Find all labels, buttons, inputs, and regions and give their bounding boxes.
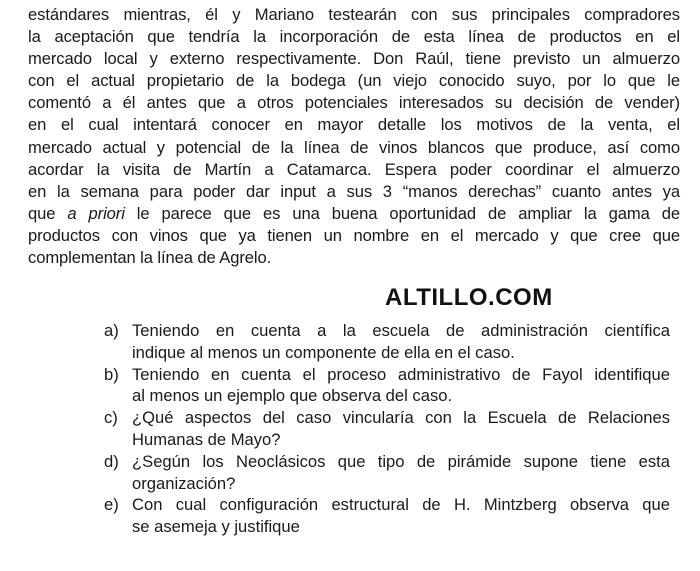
question-text (132, 451, 670, 495)
question-marker: d) (104, 451, 119, 471)
question-text (132, 364, 670, 408)
paragraph-line: estándares mientras, él y Mariano testearán con sus principales compradores (28, 5, 680, 24)
question-item (104, 320, 670, 364)
question-text (132, 494, 670, 538)
paragraph-line: la aceptación que tendría la incorporación de esta línea de productos en el (28, 27, 680, 47)
question-item (104, 451, 670, 495)
question-line: Teniendo en cuenta a la escuela de administración científica (132, 321, 670, 340)
question-item (104, 364, 670, 408)
paragraph-line: complementan la línea de Agrelo. (28, 248, 272, 268)
question-marker: b) (104, 364, 119, 384)
paragraph-line: en el cual intentará conocer en mayor detalle los motivos de la venta, el (28, 115, 680, 135)
question-line: Teniendo en cuenta el proceso administrativo de Fayol identifique (132, 364, 670, 384)
paragraph-text: que (28, 203, 68, 223)
paragraph-line: mercado local y externo respectivamente. Don Raúl, tiene previsto un almuerzo (28, 49, 680, 69)
paragraph-line: productos con vinos que ya tienen un nombre en el mercado y que cree que (28, 225, 680, 245)
question-marker: e) (104, 495, 119, 515)
question-line: Humanas de Mayo? (132, 429, 281, 449)
question-marker: a) (104, 321, 119, 340)
paragraph-line (28, 203, 680, 225)
paragraph-line: en la semana para poder dar input a sus 3 “manos derechas” cuanto antes ya (28, 181, 680, 201)
question-line: al menos un ejemplo que observa del caso. (132, 386, 453, 406)
paragraph-text: le parece que es una buena oportunidad de ampliar la gama de (124, 203, 680, 223)
case-paragraph (28, 4, 680, 269)
paragraph-line: mercado actual y potencial de la línea de vinos blancos que produce, así como (28, 137, 680, 157)
paragraph-line: comentó a él antes que a otros potenciales interesados su decisión de vender) (28, 93, 680, 113)
question-line: ¿Según los Neoclásicos que tipo de pirámide supone tiene esta (132, 451, 670, 471)
question-text (132, 320, 670, 364)
watermark: ALTILLO.COM (385, 284, 553, 311)
question-line: indique al menos un componente de ella en el caso. (132, 342, 515, 362)
question-line: Con cual configuración estructural de H. Mintzberg observa que (132, 495, 670, 515)
paragraph-line: acordar la visita de Martín a Catamarca. Espera poder coordinar el almuerzo (28, 159, 680, 179)
question-item (104, 407, 670, 451)
italic-term: a priori (67, 203, 125, 223)
paragraph-line: con el actual propietario de la bodega (un viejo conocido suyo, por lo que le (28, 71, 680, 91)
question-text (132, 407, 670, 451)
question-line: organización? (132, 473, 236, 493)
question-marker: c) (104, 408, 118, 428)
question-item (104, 494, 670, 538)
question-list (104, 320, 670, 538)
question-line: ¿Qué aspectos del caso vincularía con la Escuela de Relaciones (132, 408, 670, 428)
question-line: se asemeja y justifique (132, 517, 300, 537)
